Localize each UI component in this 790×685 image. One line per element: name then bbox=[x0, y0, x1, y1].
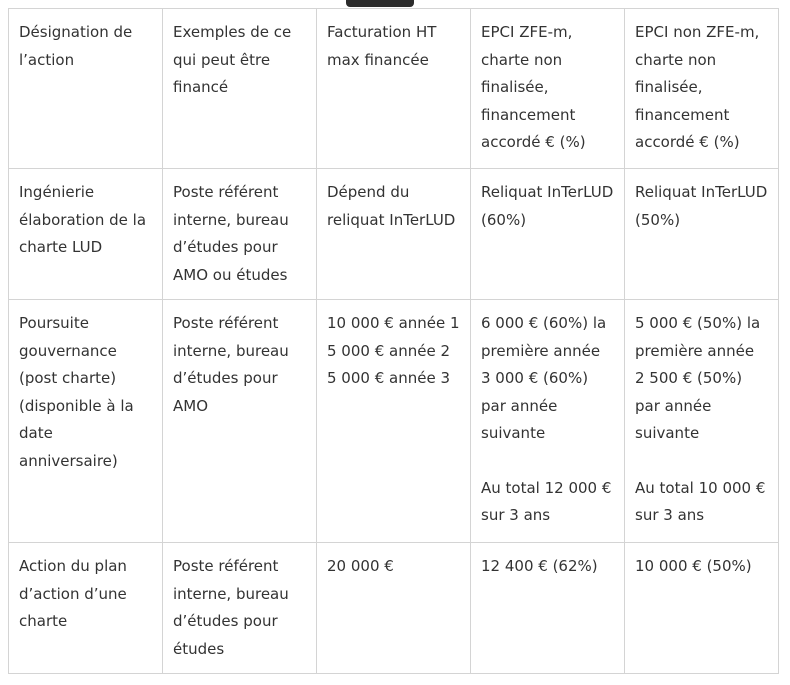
cell-billing bbox=[317, 300, 471, 543]
cell-billing-year-1: 10 000 € année 1 bbox=[327, 314, 460, 332]
cell-non-zfe bbox=[625, 169, 779, 300]
cell-action: Action du plan d’action d’une charte bbox=[9, 543, 163, 674]
header-cell-examples: Exemples de ce qui peut être financé bbox=[163, 9, 317, 169]
cell-zfe bbox=[471, 543, 625, 674]
cell-billing: 20 000 € bbox=[317, 543, 471, 674]
header-cell-action: Désignation de l’action bbox=[9, 9, 163, 169]
cell-zfe-total: Au total 12 000 € sur 3 ans bbox=[481, 478, 612, 524]
cell-examples: Poste référent interne, bureau d’études pour études bbox=[163, 543, 317, 674]
cell-non-zfe-following-years: 2 500 € (50%) par année suivante bbox=[635, 369, 743, 442]
cell-zfe-text: Reliquat InTerLUD (60%) bbox=[481, 183, 614, 229]
cell-zfe bbox=[471, 300, 625, 543]
cell-non-zfe-text: Reliquat InTerLUD (50%) bbox=[635, 183, 768, 229]
cell-non-zfe-text: 10 000 € (50%) bbox=[635, 557, 752, 575]
cell-examples: Poste référent interne, bureau d’études pour AMO bbox=[163, 300, 317, 543]
table-row bbox=[9, 543, 779, 674]
tab-notch bbox=[346, 0, 414, 7]
cell-zfe bbox=[471, 169, 625, 300]
cell-spacer bbox=[481, 448, 614, 475]
table-header-row bbox=[9, 9, 779, 169]
header-cell-non-zfe: EPCI non ZFE-m, charte non finalisée, financement accordé € (%) bbox=[625, 9, 779, 169]
cell-action: Ingénierie élaboration de la charte LUD bbox=[9, 169, 163, 300]
cell-zfe-following-years: 3 000 € (60%) par année suivante bbox=[481, 369, 589, 442]
cell-non-zfe-first-year: 5 000 € (50%) la première année bbox=[635, 314, 761, 360]
cell-billing-year-3: 5 000 € année 3 bbox=[327, 369, 450, 387]
table-row bbox=[9, 169, 779, 300]
cell-zfe-first-year: 6 000 € (60%) la première année bbox=[481, 314, 607, 360]
table-row bbox=[9, 300, 779, 543]
cell-action: Poursuite gouvernance (post charte) (disponible à la date anniversaire) bbox=[9, 300, 163, 543]
cell-non-zfe bbox=[625, 543, 779, 674]
cell-zfe-text: 12 400 € (62%) bbox=[481, 557, 598, 575]
header-cell-billing: Facturation HT max financée bbox=[317, 9, 471, 169]
funding-table bbox=[8, 8, 779, 674]
cell-billing: Dépend du reliquat InTerLUD bbox=[317, 169, 471, 300]
cell-spacer bbox=[635, 448, 768, 475]
cell-billing-year-2: 5 000 € année 2 bbox=[327, 341, 450, 360]
cell-non-zfe bbox=[625, 300, 779, 543]
cell-examples: Poste référent interne, bureau d’études pour AMO ou études bbox=[163, 169, 317, 300]
header-cell-zfe: EPCI ZFE-m, charte non finalisée, financement accordé € (%) bbox=[471, 9, 625, 169]
cell-non-zfe-total: Au total 10 000 € sur 3 ans bbox=[635, 478, 766, 524]
